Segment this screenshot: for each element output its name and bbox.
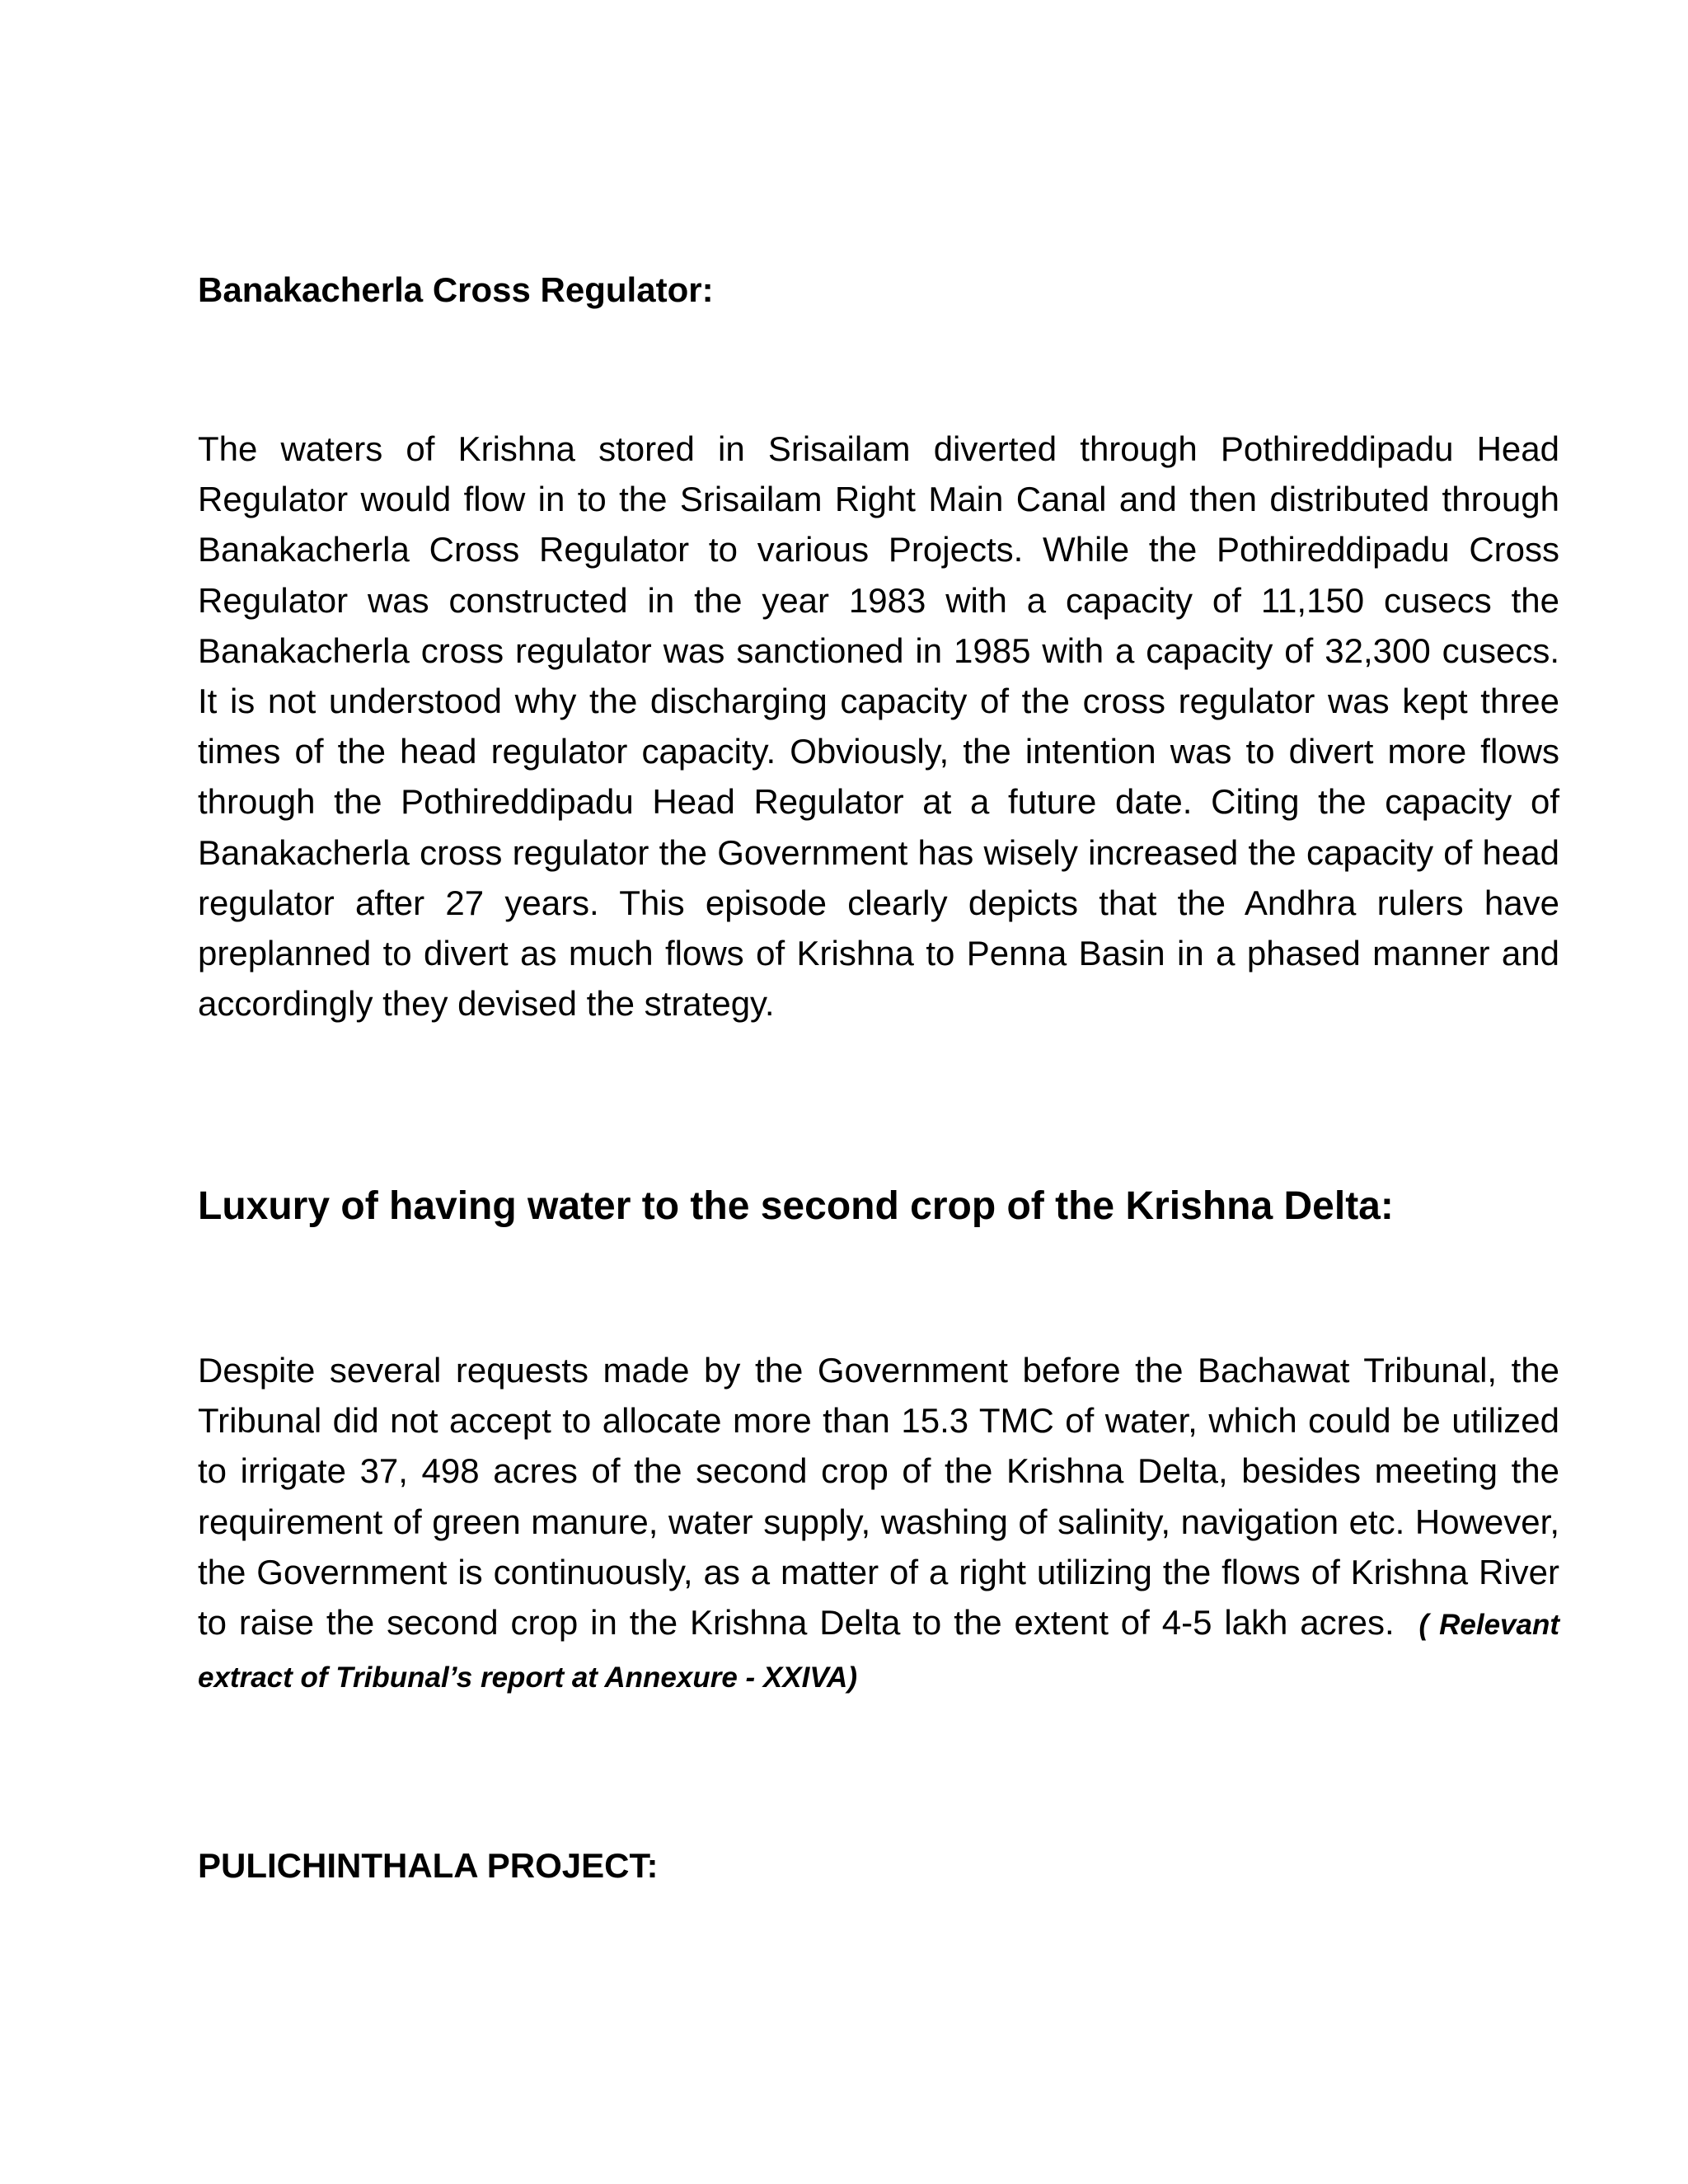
section-heading-pulichinthala: PULICHINTHALA PROJECT: [198,1846,659,1885]
paragraph-krishna-delta-text: Despite several requests made by the Government before the Bachawat Tribunal, the Tribunal did not accept to allocate more than 15.3 TMC of water, which could be utilized to irrigate 37, 498 acres of the second crop of the Krishna Delta, besides meeting the requirement of green manure, water supply, washing of salinity, navigation etc. However, the Government is continuously, as a matter of a right utilizing the flows of Krishna River to raise the second crop in the Krishna Delta to the extent of 4-5 lakh acres. [198,1351,1559,1643]
section-heading-banakacherla: Banakacherla Cross Regulator: [198,270,714,309]
section-heading-krishna-delta: Luxury of having water to the second crop of the Krishna Delta: [198,1184,1394,1228]
paragraph-krishna-delta [198,1345,1559,1703]
annexure-reference-note: ( Relevant extract of Tribunal’s report at Annexure - XXIVA) [198,1609,1559,1694]
paragraph-banakacherla: The waters of Krishna stored in Srisailam diverted through Pothireddipadu Head Regulator would flow in to the Srisailam Right Main Canal and then distributed through Banakacherla Cross Regulator to various Projects. While the Pothireddipadu Cross Regulator was constructed in the year 1983 with a capacity of 11,150 cusecs the Banakacherla cross regulator was sanctioned in 1985 with a capacity of 32,300 cusecs. It is not understood why the discharging capacity of the cross regulator was kept three times of the head regulator capacity. Obviously, the intention was to divert more flows through the Pothireddipadu Head Regulator at a future date. Citing the capacity of Banakacherla cross regulator the Government has wisely increased the capacity of head regulator after 27 years. This episode clearly depicts that the Andhra rulers have preplanned to divert as much flows of Krishna to Penna Basin in a phased manner and accordingly they devised the strategy. [198,429,1559,1024]
